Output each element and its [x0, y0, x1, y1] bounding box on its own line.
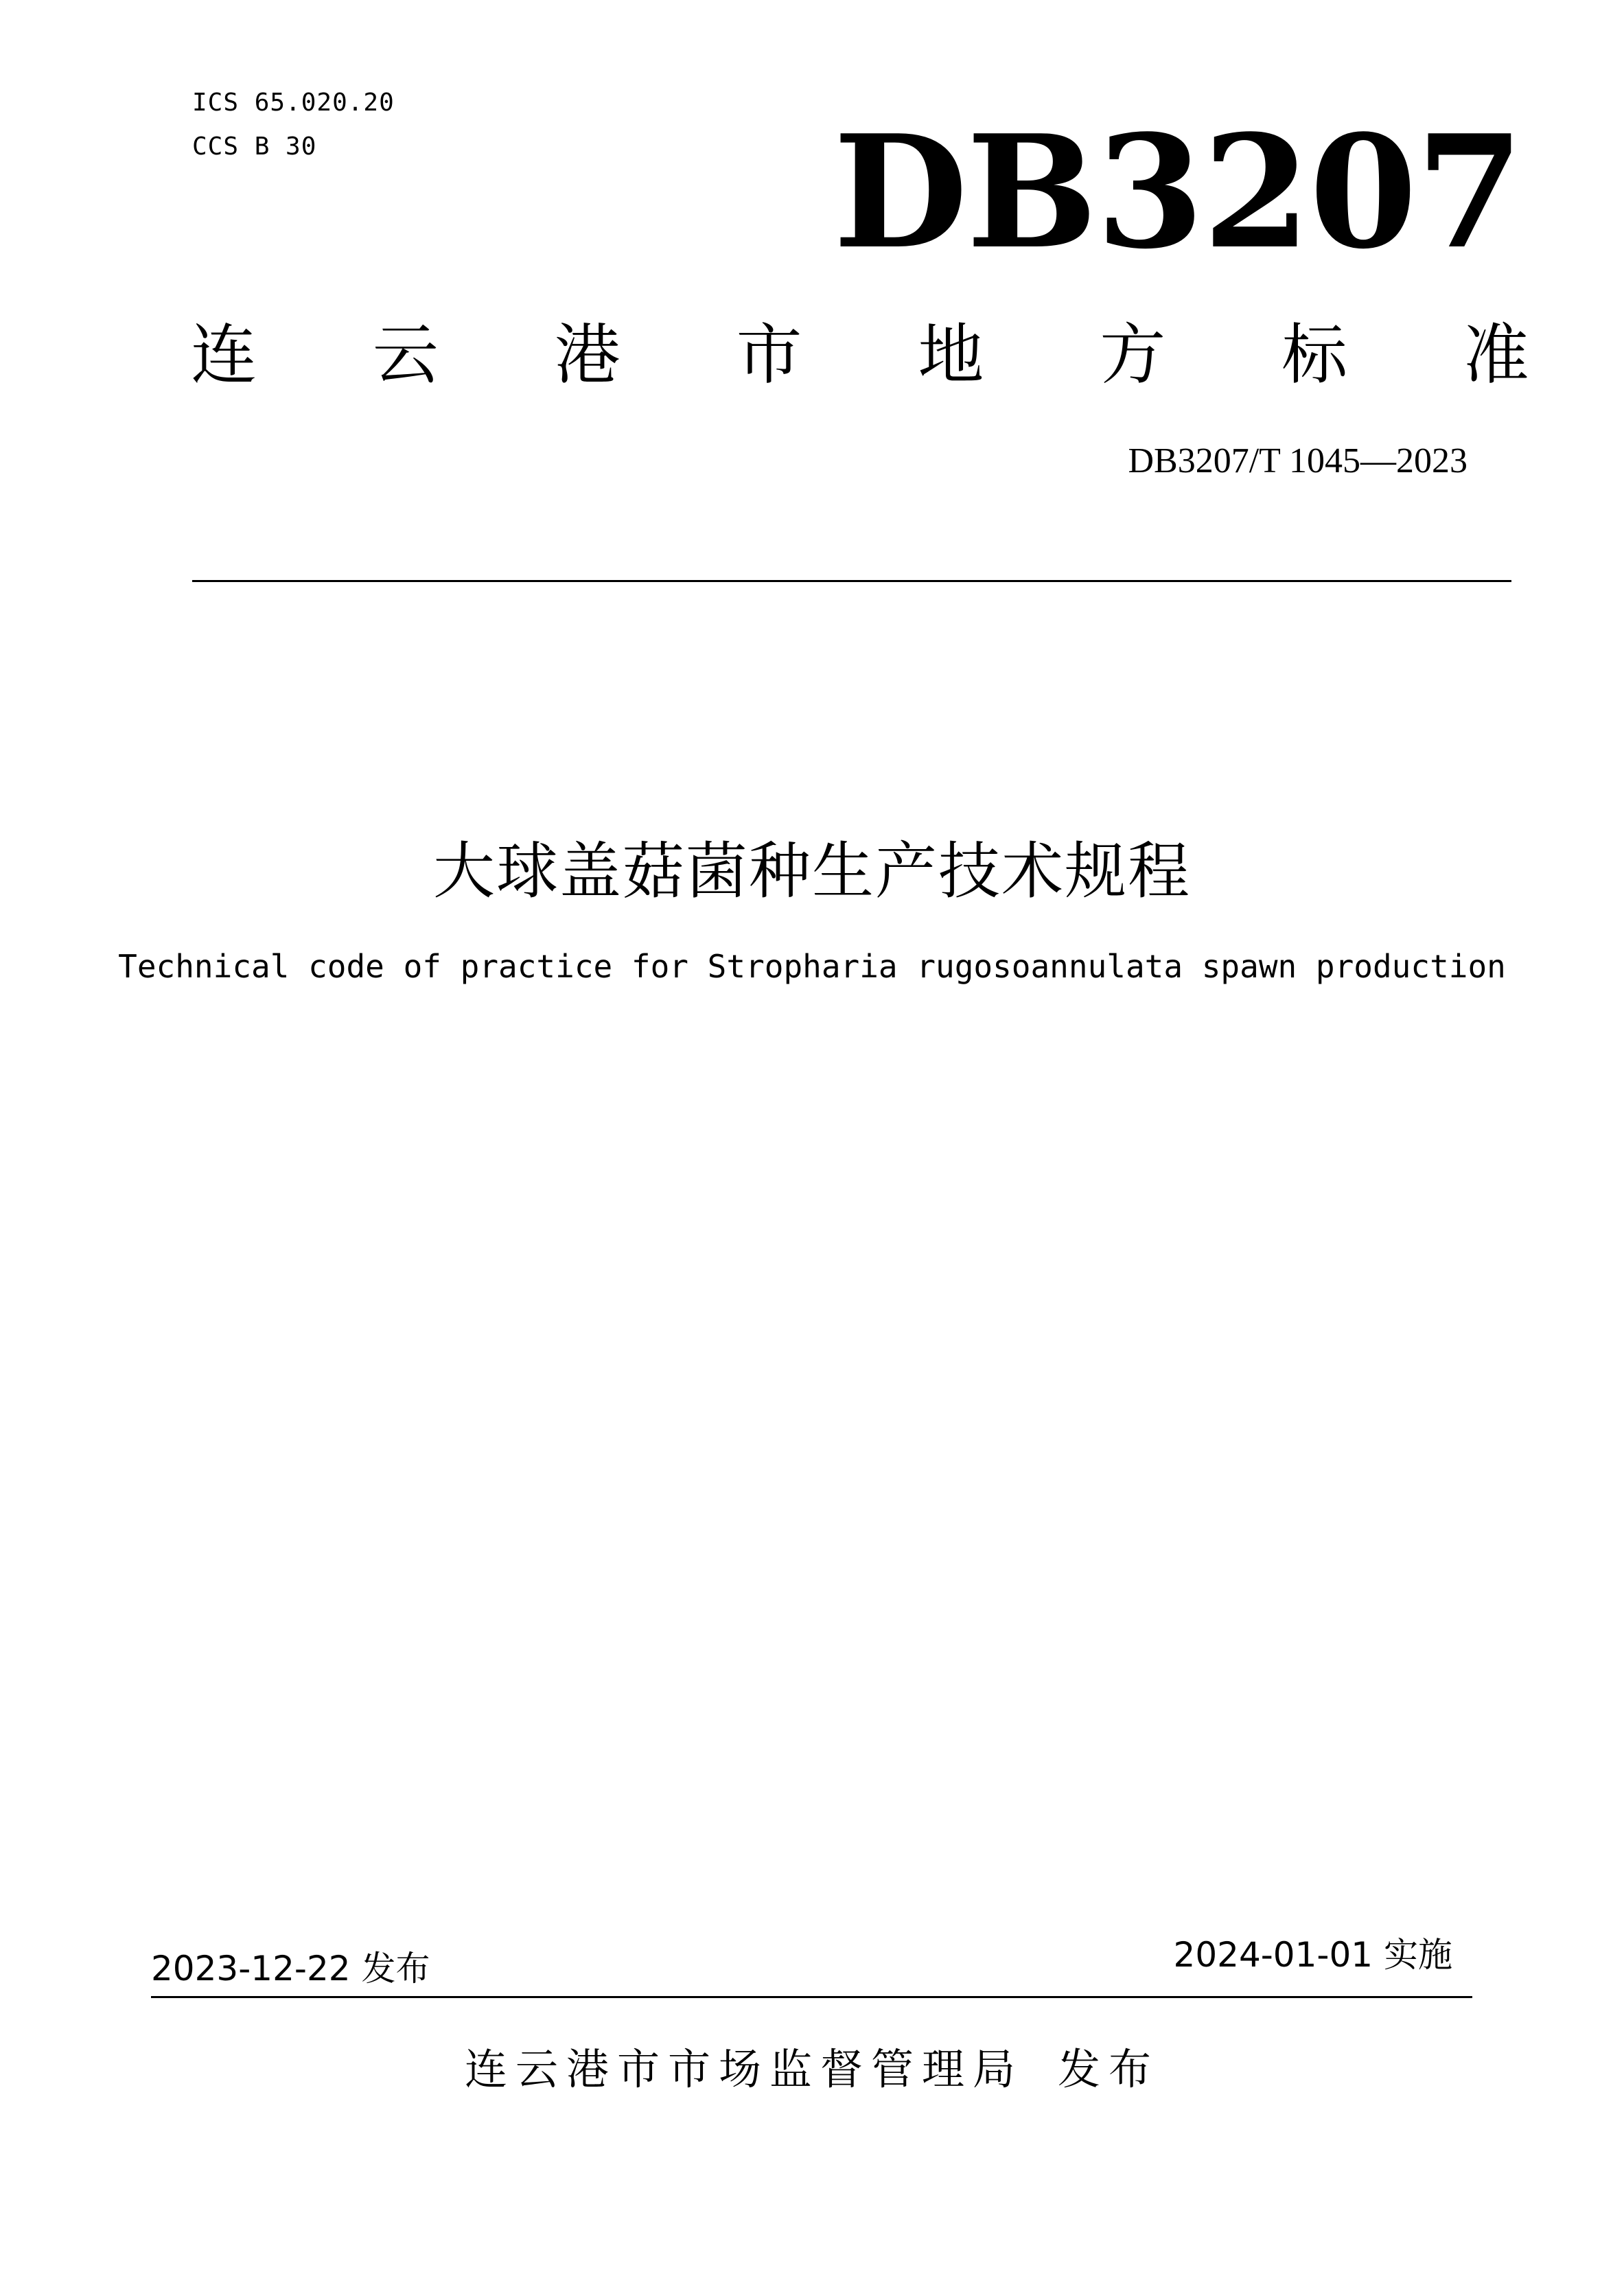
standard-type-char: 标: [1281, 316, 1348, 393]
standard-type-char: 连: [191, 316, 257, 393]
title-chinese: 大球盖菇菌种生产技术规程: [433, 835, 1191, 907]
standard-type-char: 市: [736, 316, 802, 393]
top-divider: [192, 580, 1511, 582]
standard-type-char: 准: [1463, 316, 1529, 393]
publisher-line: [0, 2042, 1624, 2097]
standard-type-heading: [191, 317, 1529, 393]
ics-code: ICS 65.020.20: [192, 89, 395, 117]
ccs-code: CCS B 30: [192, 132, 317, 161]
standard-type-char: 云: [372, 316, 439, 393]
standard-type-char: 方: [1100, 316, 1166, 393]
standard-logo: DB3207: [833, 102, 1522, 283]
bottom-divider: [151, 1996, 1472, 1998]
classification-codes: [192, 81, 395, 169]
standard-number: DB3207/T 1045—2023: [1128, 441, 1468, 480]
title-english: Technical code of practice for Stropharia rugosoannulata spawn production: [118, 948, 1506, 985]
standard-type-char: 港: [554, 316, 620, 393]
standard-type-char: 地: [918, 316, 984, 393]
publisher-name: 连云港市市场监督管理局: [464, 2044, 1023, 2094]
effective-date: 2024-01-01 实施: [1173, 1935, 1452, 1975]
issue-date: 2023-12-22 发布: [151, 1949, 430, 1988]
publisher-action: 发布: [1058, 2044, 1160, 2094]
